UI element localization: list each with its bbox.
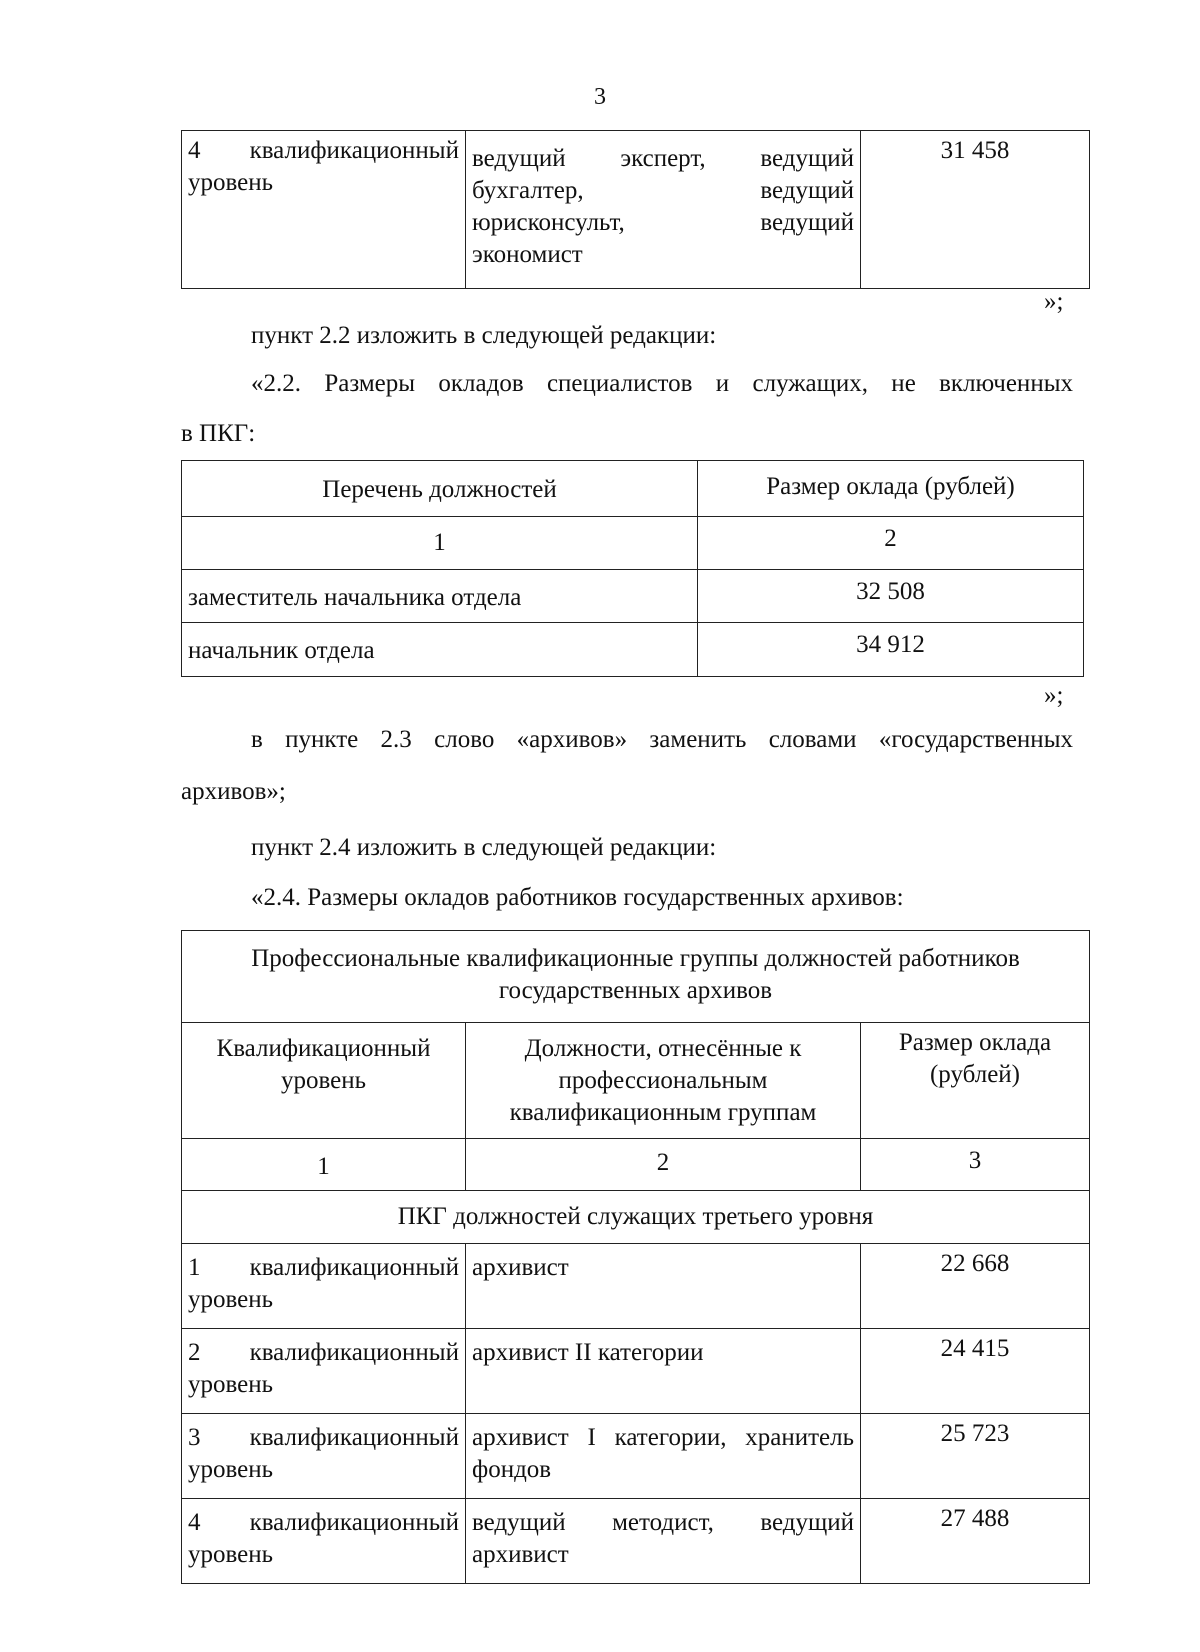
- table-title-row: [182, 931, 1090, 1023]
- table-row: [182, 1244, 1090, 1329]
- table-continuation: [181, 130, 1090, 289]
- table-row: [182, 1414, 1090, 1499]
- table-salaries-specialists: [181, 460, 1084, 677]
- closing-quote: »;: [1044, 682, 1064, 709]
- position-cell: начальник отдела: [182, 623, 698, 677]
- paragraph-2-2-line2: в ПКГ:: [181, 420, 256, 447]
- table-header-row: [182, 1023, 1090, 1139]
- column-number: 3: [861, 1139, 1090, 1191]
- paragraph-2-2-line1: «2.2. Размеры окладов специалистов и служащих, не включенных: [251, 370, 1073, 397]
- positions-cell: ведущий методист, ведущий архивист: [466, 1499, 861, 1584]
- table-row: [182, 623, 1084, 677]
- salary-cell: 31 458: [861, 131, 1090, 289]
- table-salaries-archives: [181, 930, 1090, 1584]
- level-cell: 4 квалификационный уровень: [182, 131, 466, 289]
- closing-quote: »;: [1044, 288, 1064, 315]
- positions-cell: архивист II категории: [466, 1329, 861, 1414]
- salary-cell: 24 415: [861, 1329, 1090, 1414]
- positions-cell: [466, 131, 861, 289]
- column-number-row: [182, 1139, 1090, 1191]
- salary-cell: 27 488: [861, 1499, 1090, 1584]
- salary-cell: 25 723: [861, 1414, 1090, 1499]
- salary-cell: 34 912: [698, 623, 1084, 677]
- salary-cell: 32 508: [698, 570, 1084, 623]
- paragraph-2-4-intro: пункт 2.4 изложить в следующей редакции:: [251, 834, 717, 861]
- column-number: 2: [466, 1139, 861, 1191]
- column-header: Размер оклада (рублей): [861, 1023, 1090, 1139]
- level-cell: 1 квалификационный уровень: [182, 1244, 466, 1329]
- column-number-row: [182, 517, 1084, 570]
- column-number: 2: [698, 517, 1084, 570]
- paragraph-2-4-text: «2.4. Размеры окладов работников государственных архивов:: [251, 884, 904, 911]
- section-title: ПКГ должностей служащих третьего уровня: [182, 1191, 1090, 1244]
- positions-line: ведущий эксперт, ведущий: [472, 145, 854, 172]
- table-row: [182, 570, 1084, 623]
- table-row: [182, 131, 1090, 289]
- positions-cell: архивист I категории, хранитель фондов: [466, 1414, 861, 1499]
- table-header-row: [182, 461, 1084, 517]
- salary-cell: 22 668: [861, 1244, 1090, 1329]
- page-number: 3: [594, 84, 606, 110]
- position-cell: заместитель начальника отдела: [182, 570, 698, 623]
- level-cell: 2 квалификационный уровень: [182, 1329, 466, 1414]
- paragraph-2-2-intro: пункт 2.2 изложить в следующей редакции:: [251, 322, 717, 349]
- paragraph-2-3-line2: архивов»;: [181, 778, 286, 805]
- level-cell: 3 квалификационный уровень: [182, 1414, 466, 1499]
- positions-line: экономист: [472, 241, 583, 268]
- column-header: Размер оклада (рублей): [698, 461, 1084, 517]
- column-header: Перечень должностей: [182, 461, 698, 517]
- positions-line: юрисконсульт, ведущий: [472, 209, 854, 236]
- positions-cell: архивист: [466, 1244, 861, 1329]
- column-number: 1: [182, 517, 698, 570]
- column-header: Квалификационный уровень: [182, 1023, 466, 1139]
- section-row: [182, 1191, 1090, 1244]
- table-title: Профессиональные квалификационные группы должностей работников государственных архивов: [182, 931, 1090, 1023]
- column-header: Должности, отнесённые к профессиональным квалификационным группам: [466, 1023, 861, 1139]
- level-cell: 4 квалификационный уровень: [182, 1499, 466, 1584]
- table-row: [182, 1499, 1090, 1584]
- column-number: 1: [182, 1139, 466, 1191]
- paragraph-2-3-line1: в пункте 2.3 слово «архивов» заменить словами «государственных: [251, 726, 1073, 753]
- table-row: [182, 1329, 1090, 1414]
- positions-line: бухгалтер, ведущий: [472, 177, 854, 204]
